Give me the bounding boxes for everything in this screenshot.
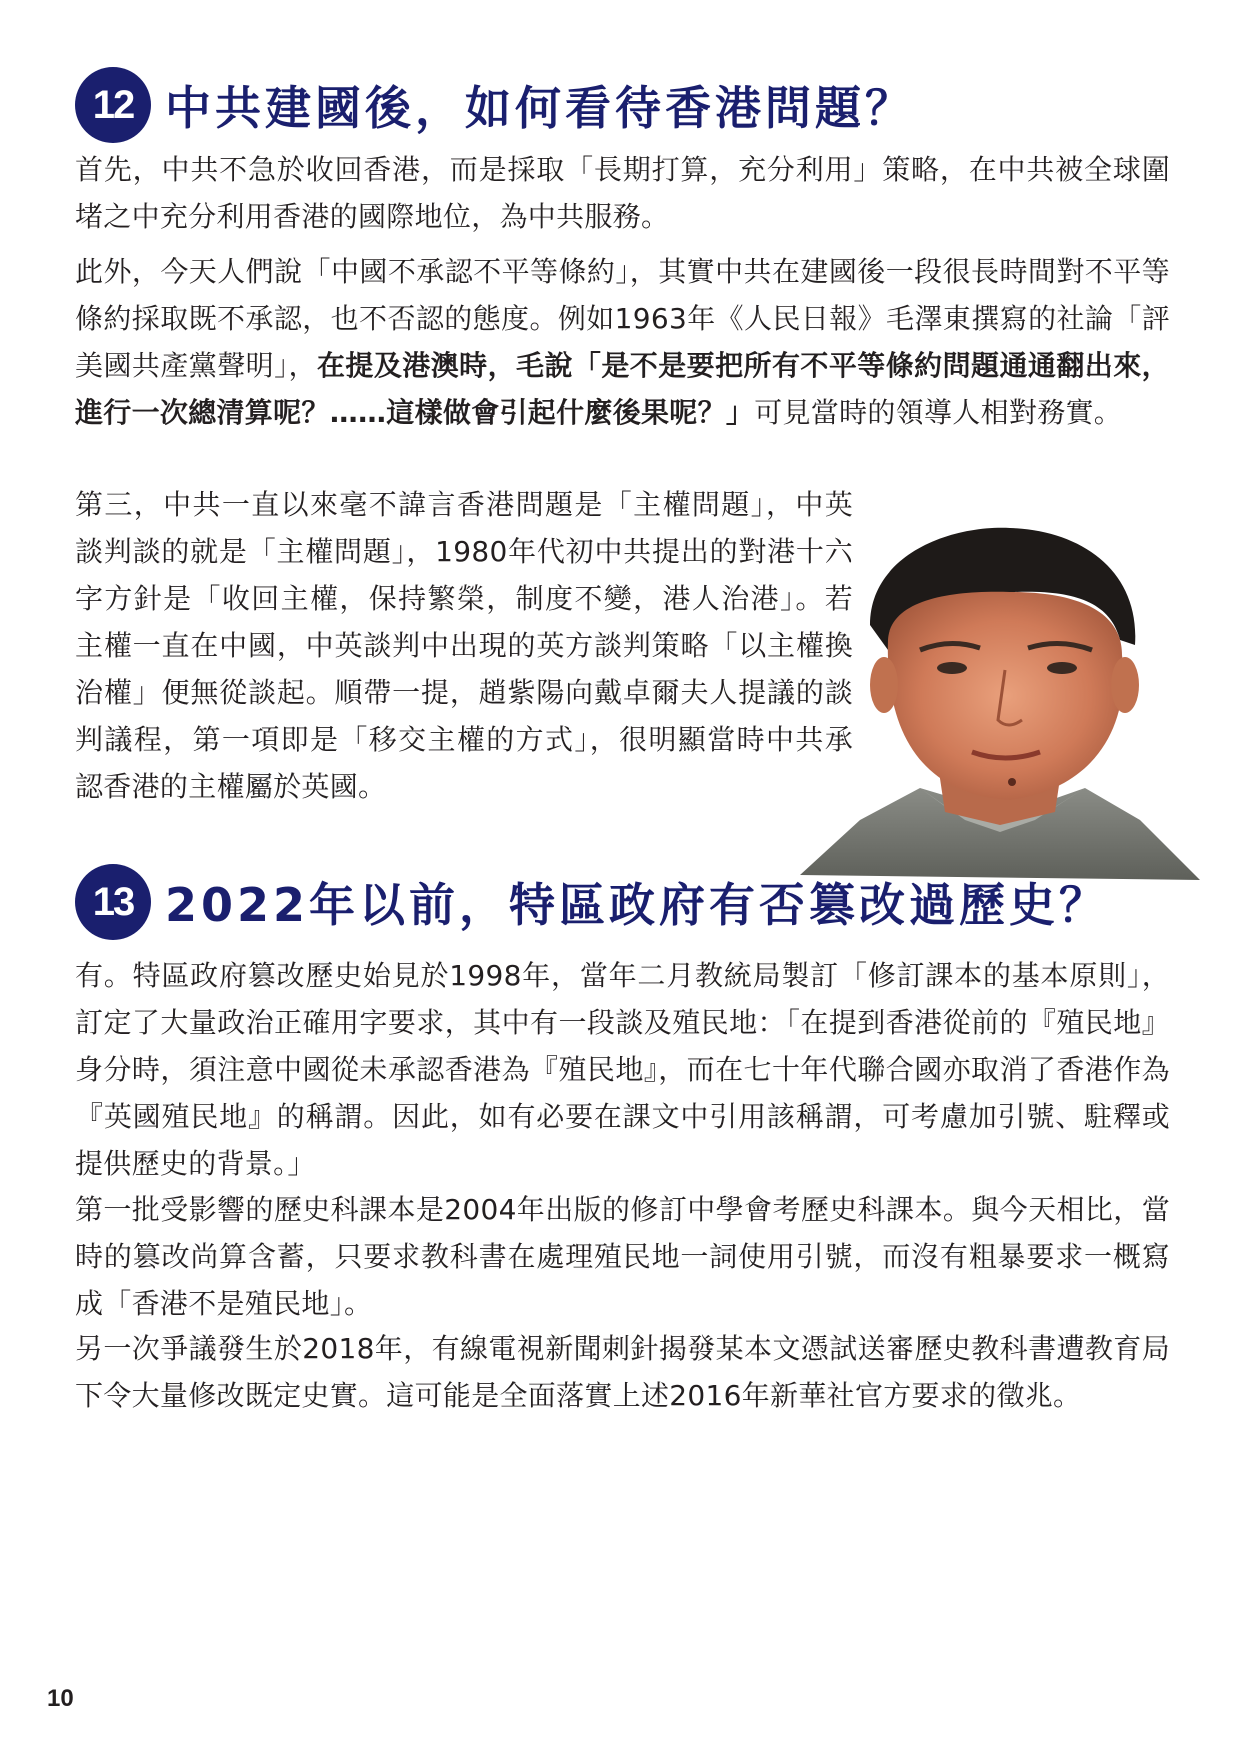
section-13-number-badge: 13 [75, 864, 151, 940]
section-12-paragraph-2 [75, 248, 1170, 436]
section-12-paragraph-3: 第三，中共一直以來毫不諱言香港問題是「主權問題」，中英談判談的就是「主權問題」，1980年代初中共提出的對港十六字方針是「收回主權，保持繁榮，制度不變，港人治港」。若主權一直在中國，中英談判中出現的英方談判策略「以主權換治權」便無從談起。順帶一提，趙紫陽向戴卓爾夫人提議的談判議程，第一項即是「移交主權的方式」，很明顯當時中共承認香港的主權屬於英國。 [75, 488, 853, 803]
section-13-paragraph-3: 另一次爭議發生於2018年，有線電視新聞刺針揭發某本文憑試送審歷史教科書遭教育局下令大量修改既定史實。這可能是全面落實上述2016年新華社官方要求的徵兆。 [75, 1332, 1170, 1412]
section-12-heading [75, 65, 915, 145]
portrait-image [800, 520, 1200, 880]
paragraph-2-start: 此外，今天人們說「中國不承認不平等條約」，其實中共在建國後一段很長時間對不平等條約採取既不承認，也不否認的態度。例如1963年《人民日報》毛澤東撰寫的社論「評美國共產黨聲明」， [75, 255, 1170, 382]
paragraph-2-bold-quote: 在提及港澳時，毛說「是不是要把所有不平等條約問題通通翻出來，進行一次總清算呢？……這樣做會引起什麼後果呢？」 [75, 349, 1170, 429]
section-12-title: 中共建國後，如何看待香港問題？ [165, 81, 915, 135]
page-number: 10 [47, 1685, 74, 1712]
section-13-paragraph-1: 有。特區政府篡改歷史始見於1998年，當年二月教統局製訂「修訂課本的基本原則」，訂定了大量政治正確用字要求，其中有一段談及殖民地：「在提到香港從前的『殖民地』身分時，須注意中國從未承認香港為『殖民地』，而在七十年代聯合國亦取消了香港作為『英國殖民地』的稱謂。因此，如有必要在課文中引用該稱謂，可考慮加引號、駐釋或提供歷史的背景。」 [75, 959, 1170, 1180]
section-13-paragraph-2: 第一批受影響的歷史科課本是2004年出版的修訂中學會考歷史科課本。與今天相比，當時的篡改尚算含蓄，只要求教科書在處理殖民地一詞使用引號，而沒有粗暴要求一概寫成「香港不是殖民地」。 [75, 1193, 1170, 1320]
section-13-heading [75, 862, 1109, 942]
section-12-number-badge: 12 [75, 67, 151, 143]
paragraph-2-end: 可見當時的領導人相對務實。 [754, 396, 1123, 429]
section-12-paragraph-1: 首先，中共不急於收回香港，而是採取「長期打算，充分利用」策略，在中共被全球圍堵之中充分利用香港的國際地位，為中共服務。 [75, 153, 1170, 233]
section-13-title: 2022年以前，特區政府有否篡改過歷史？ [165, 878, 1110, 932]
